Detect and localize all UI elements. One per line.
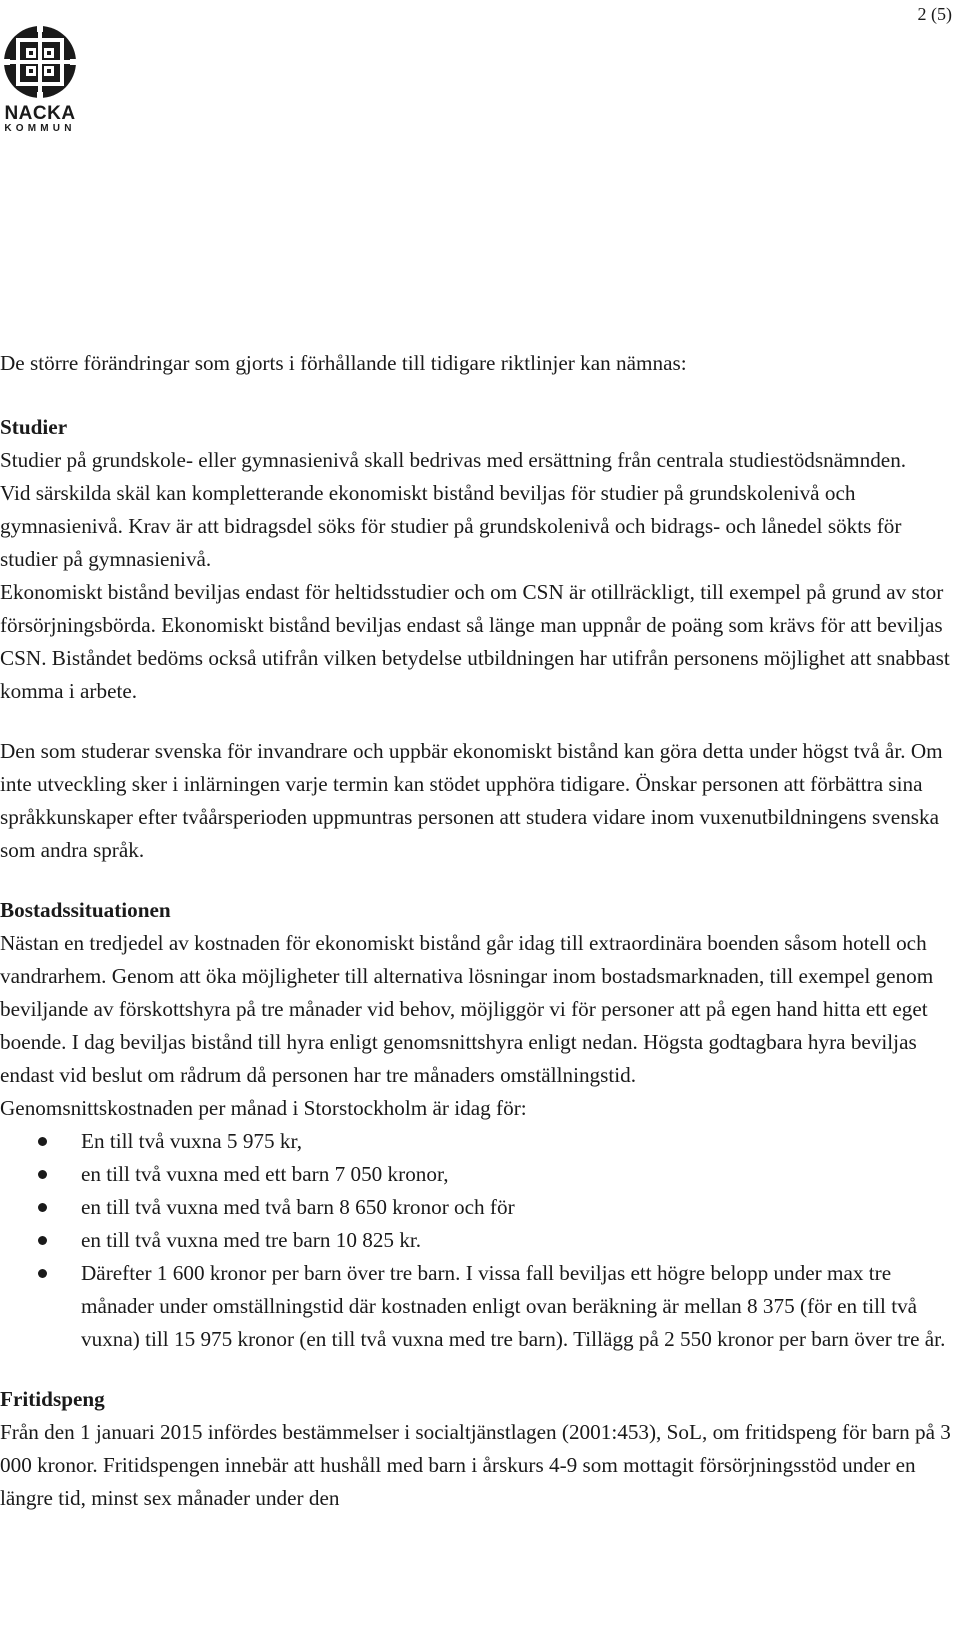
bullet-icon (38, 1236, 47, 1245)
bullet-icon (38, 1269, 47, 1278)
paragraph: Genomsnittskostnaden per månad i Storstockholm är idag för: (0, 1096, 527, 1120)
bullet-icon (38, 1170, 47, 1179)
paragraph: Vid särskilda skäl kan kompletterande ekonomiskt bistånd beviljas för studier på grundskolenivå och gymnasienivå. Krav är att bidragsdel söks för studier på grundskolenivå och bidrags- och lånedel sökts för studier på gymnasienivå. (0, 481, 902, 571)
section-studier (0, 411, 958, 867)
logo-name: NACKA (4, 103, 76, 124)
list-item: en till två vuxna med ett barn 7 050 kronor, (0, 1158, 958, 1191)
paragraph: Nästan en tredjedel av kostnaden för ekonomiskt bistånd går idag till extraordinära boenden såsom hotell och vandrarhem. Genom att öka möjligheter till alternativa lösningar inom bostadsmarknaden, till exempel genom beviljande av förskottshyra på tre månader vid behov, möjliggör vi för personer att på egen hand hitta ett eget boende. I dag beviljas bistånd till hyra enligt genomsnittshyra enligt nedan. Högsta godtagbara hyra beviljas endast vid beslut om rådrum då personen har tre månaders omställningstid. (0, 931, 934, 1087)
nacka-emblem-icon (0, 22, 80, 102)
nacka-kommun-logo (0, 22, 80, 134)
section-heading-studier: Studier (0, 415, 68, 439)
section-bostad (0, 894, 958, 1356)
rent-list (0, 1125, 958, 1356)
page-number: 2 (5) (917, 4, 952, 24)
paragraph: Den som studerar svenska för invandrare och uppbär ekonomiskt bistånd kan göra detta under högst två år. Om inte utveckling sker i inlärningen varje termin kan stödet upphöra tidigare. Önskar personen att förbättra sina språkkunskaper efter tvåårsperioden uppmuntras personen att studera vidare inom vuxenutbildningens svenska som andra språk. (0, 739, 943, 862)
paragraph: Från den 1 januari 2015 infördes bestämmelser i socialtjänstlagen (2001:453), SoL, om fritidspeng för barn på 3 000 kronor. Fritidspengen innebär att hushåll med barn i årskurs 4-9 som mottagit försörjningsstöd under en längre tid, minst sex månader under den (0, 1420, 951, 1510)
list-item: en till två vuxna med två barn 8 650 kronor och för (0, 1191, 958, 1224)
section-heading-bostad: Bostadssituationen (0, 898, 171, 922)
paragraph: Ekonomiskt bistånd beviljas endast för heltidsstudier och om CSN är otillräckligt, till exempel på grund av stor försörjningsbörda. Ekonomiskt bistånd beviljas endast så länge man uppnår de poäng som krävs för att beviljas CSN. Biståndet bedöms också utifrån vilken betydelse utbildningen har utifrån personens möjlighet att snabbast komma i arbete. (0, 580, 950, 703)
section-fritid (0, 1383, 958, 1515)
section-heading-fritid: Fritidspeng (0, 1387, 105, 1411)
bullet-icon (38, 1137, 47, 1146)
paragraph: Studier på grundskole- eller gymnasienivå skall bedrivas med ersättning från centrala studiestödsnämnden. (0, 448, 907, 472)
list-item: En till två vuxna 5 975 kr, (0, 1125, 958, 1158)
intro-paragraph: De större förändringar som gjorts i förhållande till tidigare riktlinjer kan nämnas: (0, 351, 687, 375)
list-item: en till två vuxna med tre barn 10 825 kr. (0, 1224, 958, 1257)
list-item: Därefter 1 600 kronor per barn över tre barn. I vissa fall beviljas ett högre belopp under max tre månader under omställningstid där kostnaden enligt ovan beräkning är mellan 8 375 (för en till två vuxna) till 15 975 kronor (en till två vuxna med tre barn). Tillägg på 2 550 kronor per barn över tre år. (0, 1257, 958, 1356)
logo-subtitle: KOMMUN (4, 123, 76, 134)
bullet-icon (38, 1203, 47, 1212)
document-body (0, 347, 958, 1515)
